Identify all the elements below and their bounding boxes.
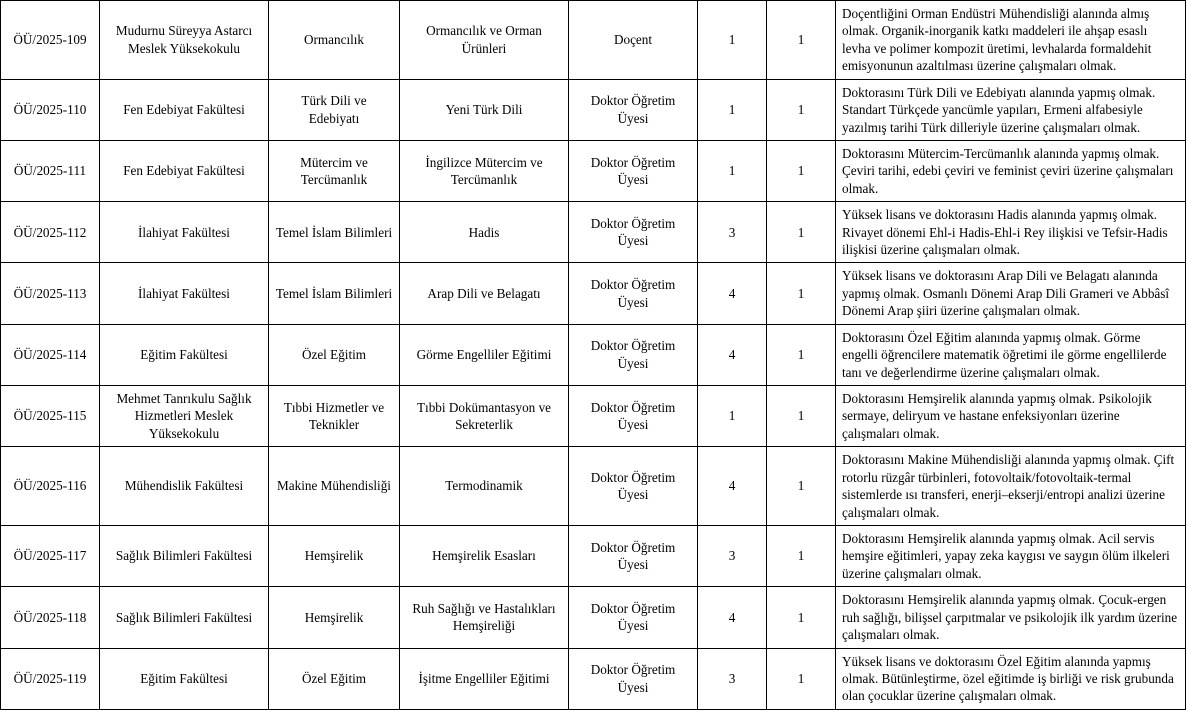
cell-department-text: Özel Eğitim (301, 347, 367, 363)
cell-code-text: ÖÜ/2025-111 (13, 163, 87, 179)
cell-quota (767, 202, 836, 263)
cell-field-text: Tıbbi Dokümantasyon ve Sekreterlik (416, 399, 552, 433)
cell-title-text: Doçent (613, 32, 653, 48)
cell-title-text: Doktor Öğretim Üyesi (590, 662, 676, 695)
cell-department (269, 386, 400, 447)
cell-title (569, 79, 698, 140)
cell-title-text: Doktor Öğretim Üyesi (590, 399, 676, 433)
cell-quota-text: 1 (797, 347, 805, 363)
cell-field (400, 324, 569, 385)
cell-quota (767, 525, 836, 586)
cell-quota-text: 1 (797, 285, 805, 301)
table-row (1, 324, 1186, 385)
cell-code-text: ÖÜ/2025-117 (13, 548, 87, 564)
cell-description (836, 1, 1186, 80)
cell-unit-text: Mehmet Tanrıkulu Sağlık Hizmetleri Meslek Yüksekokulu (116, 391, 252, 441)
cell-department-text: Özel Eğitim (301, 670, 367, 686)
cell-field-text: Yeni Türk Dili (445, 102, 523, 118)
cell-code (1, 587, 100, 648)
table-row (1, 79, 1186, 140)
cell-department (269, 525, 400, 586)
cell-quota-text: 1 (797, 548, 805, 564)
cell-quota (767, 140, 836, 201)
cell-count-text: 4 (728, 285, 736, 301)
cell-quota (767, 648, 836, 709)
table-row (1, 263, 1186, 324)
cell-code-text: ÖÜ/2025-110 (13, 102, 87, 118)
cell-quota-text: 1 (797, 163, 805, 179)
cell-unit-text: Sağlık Bilimleri Fakültesi (115, 609, 253, 625)
cell-department (269, 447, 400, 526)
cell-unit (100, 324, 269, 385)
cell-unit (100, 140, 269, 201)
cell-description-text: Doktorasını Hemşirelik alanında yapmış olmak. Çocuk-ergen ruh sağlığı, bilişsel çarpıtmalar ve psikolojik ilk yardım üzerine çalışmaları olmak. (842, 592, 1178, 643)
cell-field (400, 386, 569, 447)
cell-count (698, 263, 767, 324)
cell-count-text: 1 (728, 32, 736, 48)
cell-field-text: Hemşirelik Esasları (432, 548, 536, 564)
cell-department (269, 202, 400, 263)
cell-field-text: Ormancılık ve Orman Ürünleri (426, 23, 542, 56)
cell-unit (100, 79, 269, 140)
cell-field-text: Termodinamik (445, 478, 523, 494)
cell-title (569, 386, 698, 447)
cell-count-text: 4 (728, 478, 736, 494)
cell-title (569, 1, 698, 80)
table-row (1, 525, 1186, 586)
table-row (1, 447, 1186, 526)
cell-code-text: ÖÜ/2025-113 (13, 285, 87, 301)
cell-title-text: Doktor Öğretim Üyesi (590, 539, 676, 573)
cell-field-text: Arap Dili ve Belagatı (427, 285, 541, 301)
table-row (1, 1, 1186, 80)
cell-code (1, 447, 100, 526)
cell-field-text: İşitme Engelliler Eğitimi (418, 670, 550, 686)
cell-department (269, 140, 400, 201)
cell-description (836, 263, 1186, 324)
cell-field (400, 447, 569, 526)
cell-unit-text: Eğitim Fakültesi (140, 347, 228, 363)
cell-code (1, 525, 100, 586)
cell-code (1, 1, 100, 80)
cell-quota (767, 386, 836, 447)
cell-unit (100, 202, 269, 263)
cell-field-text: Hadis (468, 224, 500, 240)
cell-department (269, 648, 400, 709)
cell-quota-text: 1 (797, 224, 805, 240)
cell-description (836, 648, 1186, 709)
cell-count-text: 3 (728, 670, 736, 686)
cell-code (1, 386, 100, 447)
cell-title (569, 447, 698, 526)
cell-quota (767, 587, 836, 648)
cell-department-text: Mütercim ve Tercümanlık (300, 154, 368, 188)
cell-description-text: Yüksek lisans ve doktorasını Özel Eğitim alanında yapmış olmak. Bütünleştirme, özel eğitimde iş birliği ve risk grubunda olan çocuklar üzerine çalışmaları olmak. (842, 653, 1174, 704)
cell-count-text: 3 (728, 224, 736, 240)
cell-department-text: Ormancılık (303, 32, 365, 48)
table-row (1, 587, 1186, 648)
cell-quota-text: 1 (797, 102, 805, 118)
cell-description (836, 386, 1186, 447)
cell-description-text: Doçentliğini Orman Endüstri Mühendisliği alanında almış olmak. Organik-inorganik katkı maddeleri ile ahşap esaslı levha ve polimer kompozit üretimi, levhalarda formaldehit emisyonunun azaltılması üzerine çalışmaları olmak. (842, 6, 1152, 74)
cell-department (269, 263, 400, 324)
cell-code (1, 79, 100, 140)
cell-field-text: İngilizce Mütercim ve Tercümanlık (425, 154, 543, 188)
cell-count (698, 140, 767, 201)
cell-field (400, 202, 569, 263)
cell-description-text: Yüksek lisans ve doktorasını Hadis alanında yapmış olmak. Rivayet dönemi Ehl-i Hadis-Ehl-i Rey ilişkisi ve Tefsir-Hadis ilişkisi üzerine çalışmaları olmak. (842, 207, 1168, 258)
cell-field (400, 525, 569, 586)
cell-description-text: Doktorasını Özel Eğitim alanında yapmış olmak. Görme engelli öğrencilere matematik öğretimi ile görme engellilerde tanı ve değerlendirme üzerine çalışmaları olmak. (842, 329, 1167, 380)
cell-description-text: Doktorasını Hemşirelik alanında yapmış olmak. Psikolojik sermaye, deliryum ve hastane enfeksiyonları üzerine çalışmaları olmak. (842, 391, 1152, 441)
cell-count (698, 447, 767, 526)
cell-count-text: 1 (728, 163, 736, 179)
cell-department-text: Tıbbi Hizmetler ve Teknikler (283, 399, 385, 433)
cell-title-text: Doktor Öğretim Üyesi (590, 93, 676, 126)
cell-title-text: Doktor Öğretim Üyesi (590, 338, 676, 371)
cell-description (836, 447, 1186, 526)
cell-field (400, 587, 569, 648)
cell-title (569, 140, 698, 201)
cell-quota (767, 263, 836, 324)
cell-unit-text: Fen Edebiyat Fakültesi (123, 163, 245, 179)
cell-unit-text: Sağlık Bilimleri Fakültesi (115, 548, 253, 564)
cell-count (698, 202, 767, 263)
cell-count-text: 4 (728, 609, 736, 625)
cell-department-text: Temel İslam Bilimleri (275, 285, 393, 301)
cell-title-text: Doktor Öğretim Üyesi (590, 600, 676, 634)
cell-department-text: Hemşirelik (304, 548, 364, 564)
cell-count (698, 648, 767, 709)
cell-field (400, 648, 569, 709)
cell-count (698, 386, 767, 447)
cell-department-text: Hemşirelik (304, 609, 364, 625)
cell-field (400, 140, 569, 201)
cell-code-text: ÖÜ/2025-119 (13, 670, 87, 686)
table-row (1, 386, 1186, 447)
cell-department (269, 1, 400, 80)
cell-unit-text: Fen Edebiyat Fakültesi (123, 102, 245, 118)
cell-unit (100, 648, 269, 709)
cell-title (569, 587, 698, 648)
cell-department (269, 587, 400, 648)
cell-unit (100, 525, 269, 586)
cell-unit (100, 447, 269, 526)
cell-unit-text: Mudurnu Süreyya Astarcı Meslek Yüksekokulu (115, 23, 253, 56)
cell-quota (767, 447, 836, 526)
cell-code-text: ÖÜ/2025-109 (13, 32, 87, 48)
cell-quota-text: 1 (797, 670, 805, 686)
cell-department (269, 324, 400, 385)
cell-title-text: Doktor Öğretim Üyesi (590, 154, 676, 188)
cell-code (1, 140, 100, 201)
cell-title-text: Doktor Öğretim Üyesi (590, 469, 676, 503)
cell-quota-text: 1 (797, 609, 805, 625)
cell-code (1, 202, 100, 263)
cell-title (569, 263, 698, 324)
cell-code-text: ÖÜ/2025-112 (13, 224, 87, 240)
cell-code-text: ÖÜ/2025-118 (13, 609, 87, 625)
cell-count (698, 1, 767, 80)
cell-count (698, 324, 767, 385)
cell-unit (100, 386, 269, 447)
cell-quota-text: 1 (797, 32, 805, 48)
cell-field (400, 79, 569, 140)
cell-title (569, 202, 698, 263)
cell-quota (767, 79, 836, 140)
cell-unit (100, 263, 269, 324)
cell-code-text: ÖÜ/2025-114 (13, 347, 87, 363)
cell-quota (767, 1, 836, 80)
cell-unit-text: Mühendislik Fakültesi (124, 478, 244, 494)
table-row (1, 648, 1186, 709)
cell-count-text: 4 (728, 347, 736, 363)
table-row (1, 140, 1186, 201)
cell-description (836, 202, 1186, 263)
table-row (1, 202, 1186, 263)
cell-code (1, 648, 100, 709)
cell-count (698, 587, 767, 648)
cell-title (569, 324, 698, 385)
cell-code (1, 263, 100, 324)
cell-quota-text: 1 (797, 408, 805, 424)
cell-count-text: 3 (728, 548, 736, 564)
cell-department (269, 79, 400, 140)
cell-description-text: Doktorasını Mütercim-Tercümanlık alanında yapmış olmak. Çeviri tarihi, edebi çeviri ve feminist çeviri üzerine çalışmaları olmak. (842, 145, 1174, 196)
cell-quota-text: 1 (797, 478, 805, 494)
cell-description (836, 324, 1186, 385)
cell-title (569, 525, 698, 586)
cell-description (836, 525, 1186, 586)
cell-count-text: 1 (728, 102, 736, 118)
table-body (1, 1, 1186, 710)
cell-department-text: Türk Dili ve Edebiyatı (301, 93, 367, 126)
cell-field-text: Ruh Sağlığı ve Hastalıkları Hemşireliği (412, 600, 556, 634)
cell-count-text: 1 (728, 408, 736, 424)
cell-unit-text: İlahiyat Fakültesi (138, 285, 230, 301)
cell-unit-text: İlahiyat Fakültesi (138, 224, 230, 240)
cell-description-text: Doktorasını Türk Dili ve Edebiyatı alanında yapmış olmak. Standart Türkçede yancümle yapıları, Ermeni alfabesiyle yazılmış tarihi Türk dilleriyle üzerine çalışmaları olmak. (842, 84, 1156, 135)
cell-field (400, 1, 569, 80)
cell-unit (100, 587, 269, 648)
cell-unit (100, 1, 269, 80)
cell-title-text: Doktor Öğretim Üyesi (590, 215, 676, 249)
cell-description (836, 79, 1186, 140)
cell-field (400, 263, 569, 324)
cell-description (836, 587, 1186, 648)
cell-department-text: Temel İslam Bilimleri (275, 224, 393, 240)
cell-code-text: ÖÜ/2025-115 (13, 408, 87, 424)
cell-title (569, 648, 698, 709)
cell-count (698, 525, 767, 586)
cell-description-text: Doktorasını Hemşirelik alanında yapmış olmak. Acil servis hemşire eğitimleri, yapay zeka kaygısı ve saygın ölüm ilkeleri üzerine çalışmaları olmak. (842, 530, 1170, 581)
cell-count (698, 79, 767, 140)
cell-field-text: Görme Engelliler Eğitimi (416, 347, 552, 363)
cell-description-text: Yüksek lisans ve doktorasını Arap Dili ve Belagatı alanında yapmış olmak. Osmanlı Dönemi Arap Dili Grameri ve Abbâsî Dönemi Arap şiiri üzerine çalışmaları olmak. (842, 268, 1170, 319)
cell-department-text: Makine Mühendisliği (277, 478, 391, 494)
cell-code (1, 324, 100, 385)
cell-description (836, 140, 1186, 201)
cell-code-text: ÖÜ/2025-116 (13, 478, 87, 494)
cell-description-text: Doktorasını Makine Mühendisliği alanında yapmış olmak. Çift rotorlu rüzgâr türbinleri, fotovoltaik/fotovoltaik-termal sistemlerde ısı transferi, enerji–ekserji/entropi analizi üzerine çalışmaları olmak. (842, 452, 1175, 520)
cell-quota (767, 324, 836, 385)
cell-title-text: Doktor Öğretim Üyesi (590, 277, 676, 310)
cell-unit-text: Eğitim Fakültesi (140, 670, 228, 686)
